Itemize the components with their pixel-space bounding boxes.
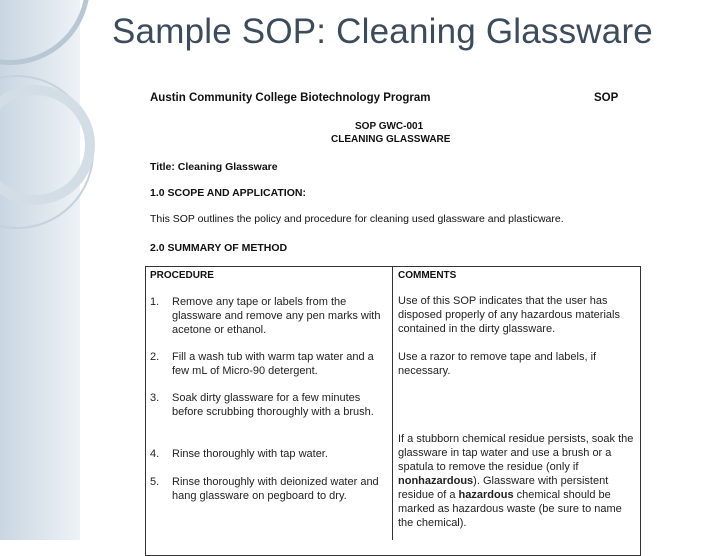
procedure-step (150, 295, 380, 351)
step-text: Rinse thoroughly with deionized water and hang glassware on pegboard to dry. (172, 476, 379, 502)
comment-2: Use a razor to remove tape and labels, if necessary. (398, 351, 597, 377)
title-line: Title: Cleaning Glassware (150, 161, 278, 173)
comment-3-part: chemical should be marked as hazardous waste (be sure to name the chemical). (398, 489, 622, 529)
procedure-step (150, 391, 380, 435)
program-name: Austin Community College Biotechnology Program (150, 92, 431, 104)
comment-3-part: ). Glassware with persistent residue of a (398, 475, 609, 501)
step-number: 1. (150, 296, 160, 308)
step-text: Remove any tape or labels from the glassware and remove any pen marks with acetone or ethanol. (172, 296, 381, 336)
procedure-step (150, 447, 380, 463)
comment-3-bold: hazardous (458, 489, 514, 501)
step-number: 3. (150, 392, 160, 404)
table-divider (392, 266, 393, 540)
comment-3 (398, 432, 638, 530)
comments-header: COMMENTS (398, 270, 457, 281)
slide-title: Sample SOP: Cleaning Glassware (112, 12, 653, 51)
section-scope-heading: 1.0 SCOPE AND APPLICATION: (150, 187, 306, 199)
sop-number: SOP GWC-001 (355, 121, 424, 132)
procedure-step (150, 350, 380, 380)
sop-tag: SOP (594, 92, 619, 104)
comment-3-part: If a stubborn chemical residue persists, soak the glassware in tap water and use a brush or a spatula to remove the residue (only if (398, 433, 634, 473)
step-number: 2. (150, 351, 160, 363)
step-text: Fill a wash tub with warm tap water and a few mL of Micro-90 detergent. (172, 351, 374, 377)
sop-name: CLEANING GLASSWARE (331, 134, 451, 145)
scope-text: This SOP outlines the policy and procedure for cleaning used glassware and plasticware. (150, 213, 564, 225)
section-summary-heading: 2.0 SUMMARY OF METHOD (150, 242, 288, 254)
comment-3-bold: nonhazardous (398, 475, 474, 487)
comment-1: Use of this SOP indicates that the user has disposed properly of any hazardous materials contained in the dirty glassware. (398, 295, 620, 335)
procedure-header: PROCEDURE (150, 270, 214, 281)
procedure-step (150, 475, 380, 519)
step-text: Rinse thoroughly with tap water. (172, 448, 328, 460)
step-text: Soak dirty glassware for a few minutes before scrubbing thoroughly with a brush. (172, 392, 374, 418)
step-number: 4. (150, 448, 160, 460)
step-number: 5. (150, 476, 160, 488)
